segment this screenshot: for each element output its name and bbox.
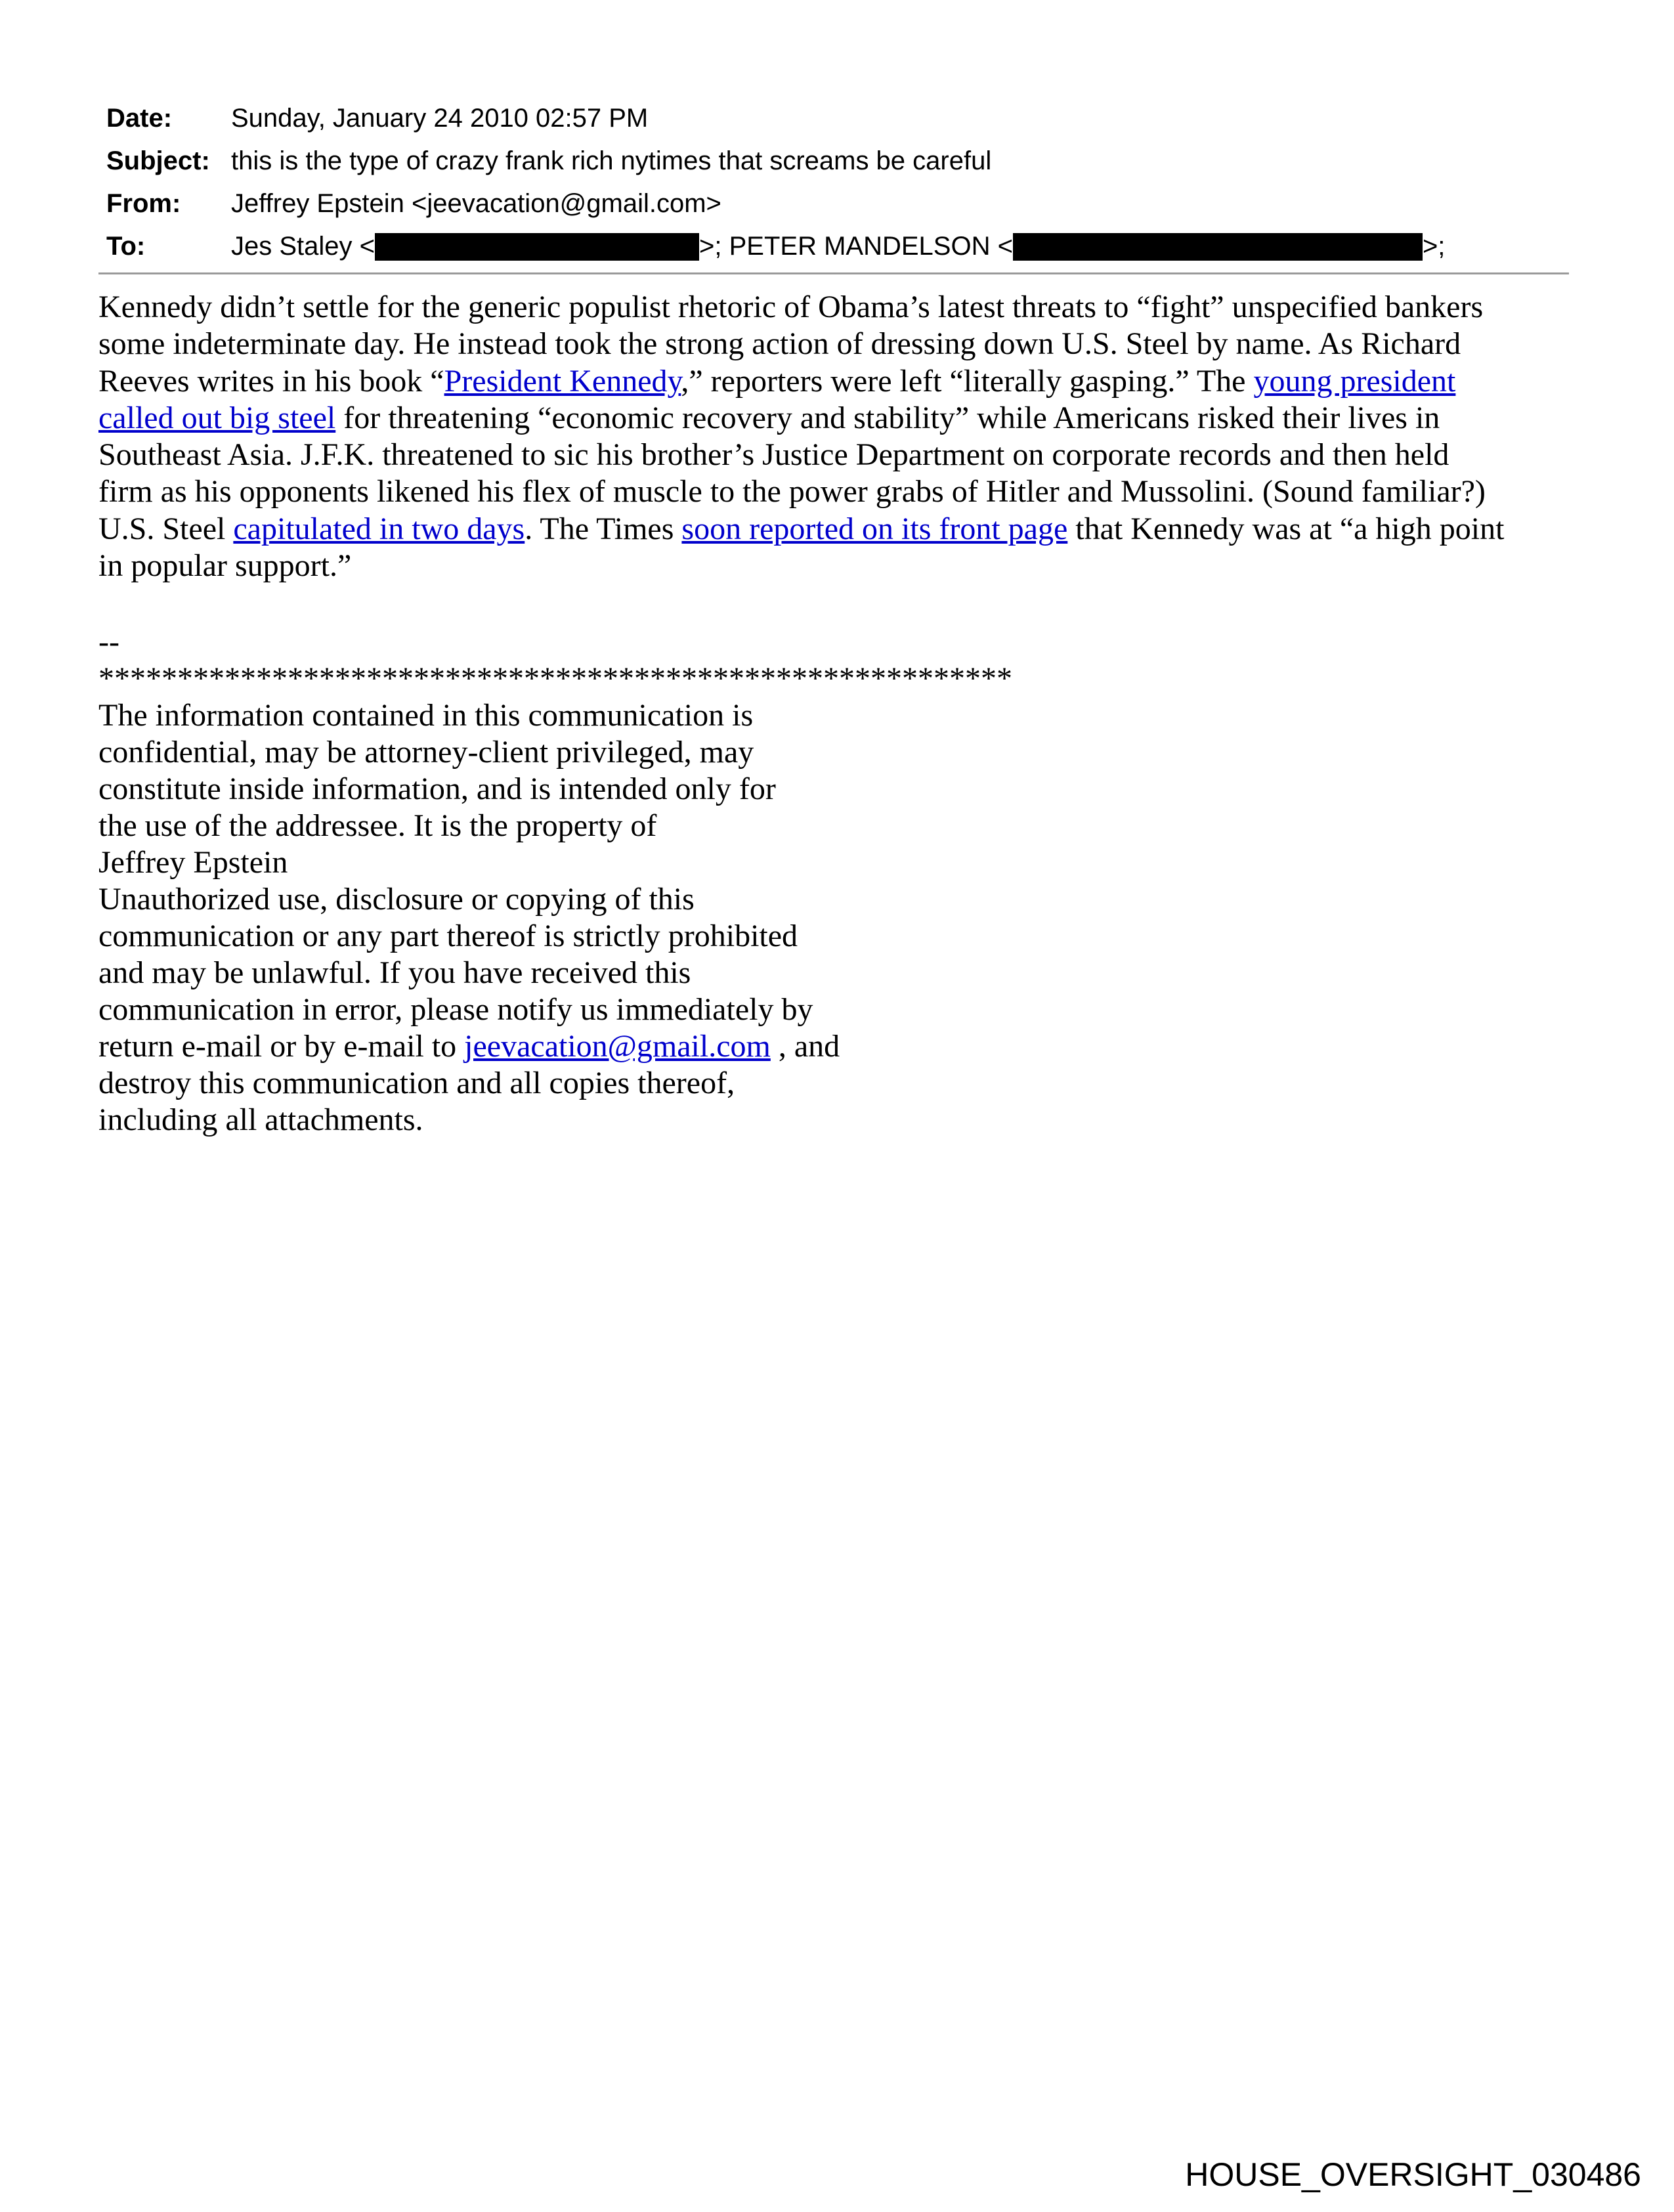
body-line: firm as his opponents likened his flex of muscle to the power grabs of Hitler and Mussolini. (Sound familiar?) [98,474,1486,510]
link-called-out-big-steel[interactable]: called out big steel [98,400,336,435]
link-capitulated-in-two-days[interactable]: capitulated in two days [233,511,525,546]
from-value: Jeffrey Epstein <jeevacation@gmail.com> [231,189,721,218]
disclaimer-line: Jeffrey Epstein [98,845,288,880]
disclaimer-line: communication or any part thereof is strictly prohibited [98,919,798,953]
link-soon-reported-front-page[interactable]: soon reported on its front page [681,511,1068,546]
date-label: Date: [106,104,173,133]
to-separator: >; PETER MANDELSON < [699,232,1013,261]
disclaimer-line: The information contained in this communication is [98,698,754,733]
email-body [98,289,1569,584]
disclaimer-line: constitute inside information, and is intended only for [98,771,776,806]
to-end: >; [1422,232,1446,261]
disclaimer-line [98,1028,1012,1065]
body-line: Southeast Asia. J.F.K. threatened to sic his brother’s Justice Department on corporate records and then held [98,437,1449,473]
body-text: . The Times [525,511,682,546]
disclaimer-text: return e-mail or by e-mail to [98,1029,465,1064]
body-line [98,363,1569,400]
redaction-box [1013,233,1423,261]
body-line: some indeterminate day. He instead took the strong action of dressing down U.S. Steel by name. As Richard [98,326,1461,362]
email-link[interactable]: jeevacation@gmail.com [464,1029,771,1064]
disclaimer-line: confidential, may be attorney-client privileged, may [98,735,754,770]
from-label: From: [106,189,181,218]
header-divider [98,272,1569,274]
link-young-president[interactable]: young president [1253,363,1456,399]
body-text: that Kennedy was at “a high point [1067,511,1505,546]
link-president-kennedy[interactable]: President Kennedy [444,363,681,399]
to-value [231,232,1445,261]
signature-stars: ********************************************************** [98,661,1012,696]
body-line: in popular support.” [98,548,352,584]
disclaimer-line: and may be unlawful. If you have received this [98,955,691,990]
body-text: U.S. Steel [98,511,234,546]
body-text: Reeves writes in his book “ [98,363,444,399]
disclaimer-line: including all attachments. [98,1102,423,1137]
date-value: Sunday, January 24 2010 02:57 PM [231,104,649,133]
subject-label: Subject: [106,146,210,175]
disclaimer-line: communication in error, please notify us immediately by [98,992,813,1027]
signature-block [98,624,1012,1139]
bates-number: HOUSE_OVERSIGHT_030486 [1185,2156,1641,2193]
body-line [98,400,1569,437]
disclaimer-line: Unauthorized use, disclosure or copying of this [98,882,695,917]
body-line: Kennedy didn’t settle for the generic populist rhetoric of Obama’s latest threats to “fight” unspecified bankers [98,290,1484,324]
to-label: To: [106,232,146,261]
disclaimer-line: destroy this communication and all copies thereof, [98,1066,735,1100]
body-text: ,” reporters were left “literally gasping.” The [681,363,1254,399]
subject-value: this is the type of crazy frank rich nytimes that screams be careful [231,146,992,175]
disclaimer-text: , and [770,1029,840,1064]
to-recipient-1: Jes Staley < [231,232,376,261]
signature-dashes: -- [98,624,119,659]
body-text: for threatening “economic recovery and stability” while Americans risked their lives in [335,400,1440,435]
redaction-box [375,233,699,261]
disclaimer-line: the use of the addressee. It is the property of [98,808,657,843]
body-line [98,511,1569,548]
